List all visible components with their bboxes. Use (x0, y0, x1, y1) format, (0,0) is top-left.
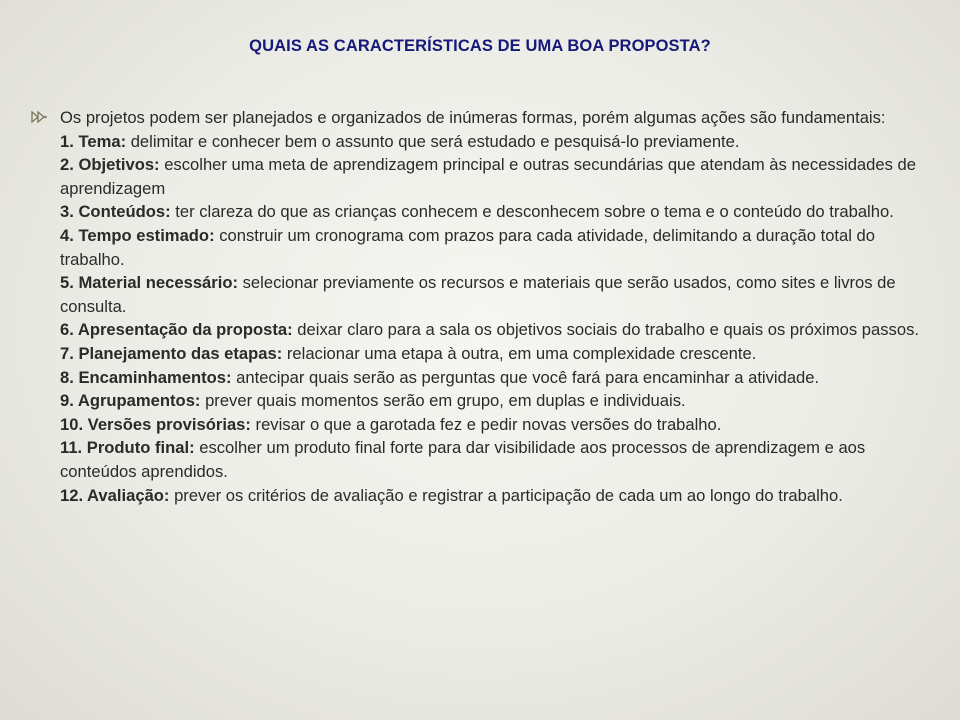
list-item (60, 484, 930, 508)
item-label: 3. Conteúdos: (60, 202, 171, 222)
list-item (60, 153, 930, 200)
item-text: relacionar uma etapa à outra, em uma complexidade crescente. (282, 343, 757, 363)
slide-title: QUAIS AS CARACTERÍSTICAS DE UMA BOA PROPOSTA? (249, 37, 711, 55)
list-item (60, 200, 930, 224)
item-label: 5. Material necessário: (60, 273, 239, 293)
item-text: escolher uma meta de aprendizagem principal e outras secundárias que atendam às necessidades de aprendizagem (60, 155, 916, 198)
item-label: 8. Encaminhamentos: (60, 367, 232, 387)
item-text: selecionar previamente os recursos e materiais que serão usados, como sites e livros de consulta. (60, 273, 896, 316)
item-label: 4. Tempo estimado: (60, 225, 215, 245)
list-item (60, 224, 930, 271)
item-label: 6. Apresentação da proposta: (60, 320, 293, 340)
item-label: 10. Versões provisórias: (60, 414, 251, 434)
list-item (60, 271, 930, 318)
item-text: ter clareza do que as crianças conhecem e desconhecem sobre o tema e o conteúdo do trabalho. (170, 202, 894, 222)
item-label: 12. Avaliação: (60, 485, 170, 505)
list-item (60, 366, 930, 390)
intro-text: Os projetos podem ser planejados e organizados de inúmeras formas, porém algumas ações são fundamentais: (60, 108, 886, 127)
list-item (60, 342, 930, 366)
item-text: construir um cronograma com prazos para cada atividade, delimitando a duração total do trabalho. (60, 225, 876, 269)
item-text: antecipar quais serão as perguntas que você fará para encaminhar a atividade. (231, 367, 820, 387)
item-text: delimitar e conhecer bem o assunto que será estudado e pesquisá-lo previamente. (126, 131, 740, 151)
list-item (60, 413, 930, 437)
item-label: 11. Produto final: (60, 438, 195, 458)
list-item (60, 436, 930, 483)
item-label: 9. Agrupamentos: (60, 391, 201, 411)
item-text: prever os critérios de avaliação e registrar a participação de cada um ao longo do trabalho. (169, 485, 843, 505)
bullet-paragraph (30, 106, 930, 507)
item-text: escolher um produto final forte para dar visibilidade aos processos de aprendizagem e aos conteúdos aprendidos. (60, 438, 866, 481)
item-label: 1. Tema: (60, 131, 127, 151)
ornamental-bullet-icon (30, 106, 60, 129)
item-label: 2. Objetivos: (60, 155, 160, 175)
list-item (60, 389, 930, 413)
item-text: prever quais momentos serão em grupo, em duplas e individuais. (200, 391, 686, 411)
item-label: 7. Planejamento das etapas: (60, 343, 283, 363)
item-text: revisar o que a garotada fez e pedir novas versões do trabalho. (250, 414, 722, 434)
bullet-text (60, 106, 930, 507)
list-item (60, 318, 930, 342)
list-item (60, 130, 930, 154)
item-text: deixar claro para a sala os objetivos sociais do trabalho e quais os próximos passos. (292, 320, 919, 340)
